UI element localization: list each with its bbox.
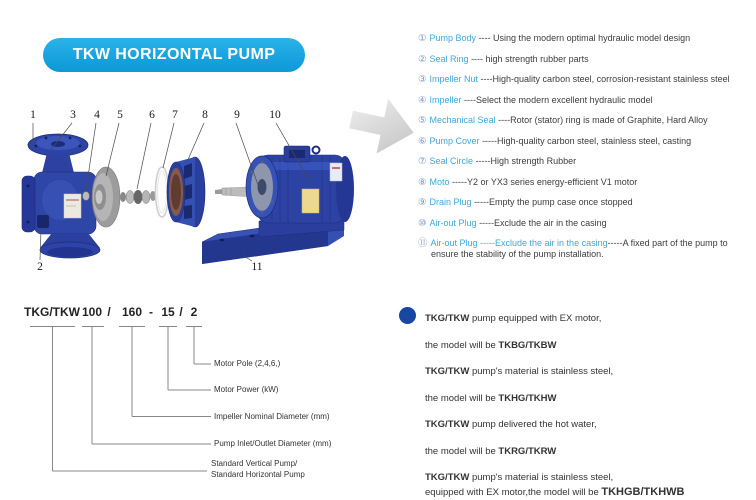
variant-text: pump equipped with EX motor, xyxy=(469,313,602,324)
model-token-slash2: / xyxy=(179,305,183,319)
motor-illustration xyxy=(246,146,354,223)
part-number-badge: ⑦ xyxy=(418,156,427,167)
part-name: Pump Body xyxy=(429,33,477,43)
model-token-slash1: / xyxy=(107,305,111,319)
part-name: Pump Cover xyxy=(429,135,480,146)
variant-text: pump's material is stainless steel, xyxy=(469,366,614,377)
part-number-badge: ③ xyxy=(418,74,427,85)
label-standard-vertical: Standard Vertical Pump/ xyxy=(211,459,298,468)
variant-line xyxy=(425,485,755,500)
variant-text: the model will be xyxy=(425,339,499,351)
variant-series: TKG/TKW xyxy=(425,313,470,324)
variant-series: TKG/TKW xyxy=(425,472,470,483)
parts-list-item-4 xyxy=(418,95,756,106)
model-token-power: 15 xyxy=(161,305,175,319)
model-breakdown-lines xyxy=(30,327,211,472)
variant-line xyxy=(425,386,755,413)
variant-block-ex-motor xyxy=(425,306,755,359)
part-name: Impeller Nut xyxy=(429,74,479,84)
diagram-number-1: 1 xyxy=(30,109,36,121)
variant-block-stainless-ex xyxy=(425,470,755,500)
variant-model-code: TKHGB/TKHWB xyxy=(601,486,685,498)
diagram-number-2: 2 xyxy=(37,261,43,273)
seal-circle-illustration xyxy=(156,167,169,217)
model-token-series: TKG/TKW xyxy=(24,305,80,319)
variant-model-code: TKRG/TKRW xyxy=(498,445,557,457)
part-number-badge: ① xyxy=(418,33,427,44)
part-description: ---- high strength rubber parts xyxy=(468,53,589,64)
part-number-badge: ⑥ xyxy=(418,135,427,147)
part-name: Air-out Plug xyxy=(429,217,477,228)
part-number-badge: ⑧ xyxy=(418,176,427,188)
variant-model-code: TKHG/TKHW xyxy=(498,392,557,404)
part-description: -----Exclude the air in the casing xyxy=(476,217,607,228)
part-description: -----High-quality carbon steel, stainless steel, casting xyxy=(479,135,692,146)
part-name: Drain Plug xyxy=(429,197,472,207)
part-number-badge: ⑩ xyxy=(418,217,427,229)
parts-list-item-8 xyxy=(418,177,756,188)
part-name: Mechanical Seal xyxy=(429,115,496,125)
variant-block-stainless xyxy=(425,359,755,412)
model-token-dash: - xyxy=(149,305,153,319)
part-number-badge: ④ xyxy=(418,94,427,106)
parts-list-item-7 xyxy=(418,156,756,167)
variant-line xyxy=(425,306,755,333)
parts-list-item-2 xyxy=(418,54,756,65)
part-number-badge: ⑤ xyxy=(418,115,427,126)
variant-line xyxy=(425,333,755,360)
diagram-number-6: 6 xyxy=(149,109,155,121)
variant-text: the model will be xyxy=(425,445,499,457)
diagram-number-3: 3 xyxy=(70,109,76,121)
part-name: Seal Ring xyxy=(429,53,469,64)
part-number-badge: ⑪ xyxy=(418,238,428,249)
diagram-number-4: 4 xyxy=(94,109,100,121)
variant-series: TKG/TKW xyxy=(425,366,470,377)
parts-list-item-6 xyxy=(418,136,756,147)
impeller-nut-illustration xyxy=(83,192,90,201)
part-description: ---- Using the modern optimal hydraulic model design xyxy=(476,33,691,43)
label-motor-pole: Motor Pole (2,4,6,) xyxy=(214,359,281,368)
diagram-number-11: 11 xyxy=(251,261,263,273)
label-standard-horizontal: Standard Horizontal Pump xyxy=(211,470,305,479)
right-arrow-icon xyxy=(345,92,419,160)
parts-list-item-5 xyxy=(418,115,756,126)
diagram-number-5: 5 xyxy=(117,109,123,121)
variant-text: pump's material is stainless steel, xyxy=(469,472,614,483)
variant-series: TKG/TKW xyxy=(425,419,470,430)
diagram-number-8: 8 xyxy=(202,109,208,121)
label-impeller-diameter: Impeller Nominal Diameter (mm) xyxy=(214,411,330,421)
model-token-impeller: 160 xyxy=(121,305,143,319)
variant-line xyxy=(425,439,755,466)
variant-text: pump delivered the hot water, xyxy=(469,419,597,430)
part-description: -----High strength Rubber xyxy=(473,156,577,166)
variant-block-hot-water xyxy=(425,412,755,465)
part-name: Moto xyxy=(429,176,450,187)
part-description: ----Select the modern excellent hydraulic model xyxy=(461,94,653,105)
variant-line xyxy=(425,359,755,386)
model-token-inlet: 100 xyxy=(81,305,103,319)
page-title-banner xyxy=(43,38,305,72)
label-motor-power: Motor Power (kW) xyxy=(214,385,279,394)
diagram-number-9: 9 xyxy=(234,109,240,121)
part-description: -----A fixed part of the pump to ensure the stability of the pump installation. xyxy=(431,238,728,259)
parts-list-item-1 xyxy=(418,33,756,44)
part-name: Seal Circle xyxy=(429,156,474,166)
variant-text: the model will be xyxy=(425,392,499,404)
part-number-badge: ② xyxy=(418,53,427,65)
model-token-pole: 2 xyxy=(190,305,198,319)
part-description: ----Rotor (stator) ring is made of Graphite, Hard Alloy xyxy=(495,115,708,125)
diagram-number-7: 7 xyxy=(172,109,178,121)
parts-list-item-11 xyxy=(418,238,756,260)
page-title: TKW HORIZONTAL PUMP xyxy=(72,46,276,63)
part-description: ----High-quality carbon steel, corrosion-resistant stainless steel xyxy=(478,74,730,84)
variant-text: equipped with EX motor,the model will be xyxy=(425,487,602,498)
label-inlet-diameter: Pump Inlet/Outlet Diameter (mm) xyxy=(214,439,332,448)
part-name: Air-out Plug -----Exclude the air in the casing xyxy=(430,238,608,248)
parts-list-item-3 xyxy=(418,74,756,85)
part-description: -----Empty the pump case once stopped xyxy=(471,197,633,207)
variant-line xyxy=(425,412,755,439)
bullet-icon xyxy=(399,307,416,324)
pump-cover-illustration xyxy=(167,157,205,227)
parts-list-item-10 xyxy=(418,218,756,229)
parts-list-item-9 xyxy=(418,197,756,208)
variant-line xyxy=(425,470,755,485)
part-name: Impeller xyxy=(429,94,462,105)
model-variants xyxy=(425,306,755,500)
mechanical-seal-illustration xyxy=(120,190,156,204)
part-description: -----Y2 or YX3 series energy-efficient V1 motor xyxy=(449,176,638,187)
parts-list xyxy=(418,33,756,270)
variant-model-code: TKBG/TKBW xyxy=(498,339,557,351)
part-number-badge: ⑨ xyxy=(418,197,427,208)
diagram-number-10: 10 xyxy=(269,109,281,121)
